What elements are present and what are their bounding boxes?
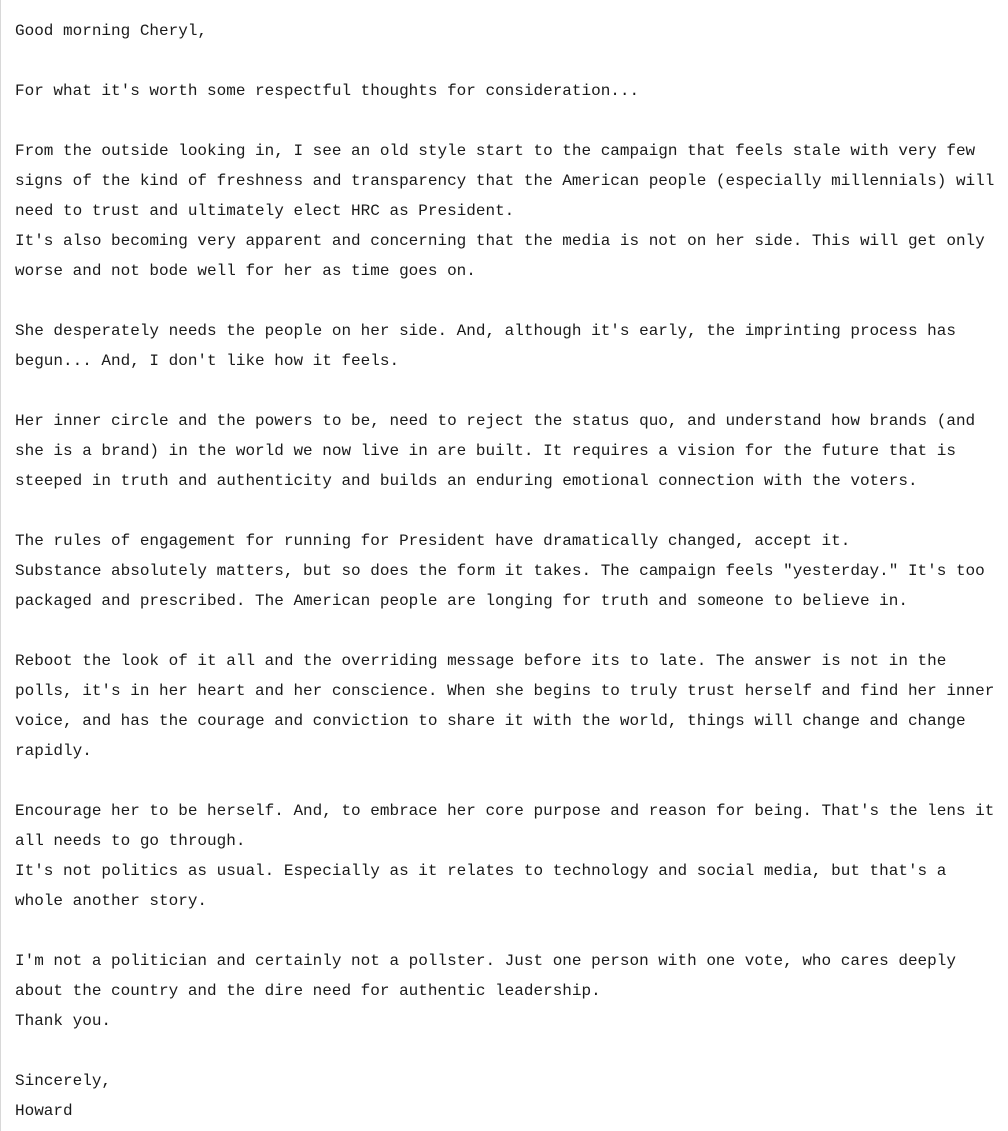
blank-line [15, 376, 1005, 406]
body-line: packaged and prescribed. The American people are longing for truth and someone to believe in. [15, 592, 908, 610]
body-line: voice, and has the courage and conviction to share it with the world, things will change and change [15, 712, 966, 730]
body-line: It's also becoming very apparent and concerning that the media is not on her side. This will get only [15, 232, 985, 250]
body-line: signs of the kind of freshness and transparency that the American people (especially millennials) will [15, 172, 995, 190]
body-line: steeped in truth and authenticity and builds an enduring emotional connection with the voters. [15, 472, 918, 490]
body-line: rapidly. [15, 742, 92, 760]
blank-line [15, 46, 1005, 76]
body-line: need to trust and ultimately elect HRC as President. [15, 202, 515, 220]
body-line: Reboot the look of it all and the overriding message before its to late. The answer is not in the [15, 652, 947, 670]
body-line: she is a brand) in the world we now live in are built. It requires a vision for the future that is [15, 442, 956, 460]
blank-line [15, 616, 1005, 646]
body-line: about the country and the dire need for authentic leadership. [15, 982, 601, 1000]
body-line: whole another story. [15, 892, 208, 910]
body-line: worse and not bode well for her as time goes on. [15, 262, 476, 280]
greeting-line: Good morning Cheryl, [15, 22, 208, 40]
blank-line [15, 1036, 1005, 1066]
body-line: Encourage her to be herself. And, to embrace her core purpose and reason for being. That's the lens it [15, 802, 995, 820]
body-line: Her inner circle and the powers to be, need to reject the status quo, and understand how brands (and [15, 412, 976, 430]
blank-line [15, 496, 1005, 526]
body-line: The rules of engagement for running for President have dramatically changed, accept it. [15, 532, 851, 550]
closing-line: Sincerely, [15, 1072, 112, 1090]
body-line: From the outside looking in, I see an old style start to the campaign that feels stale with very few [15, 142, 976, 160]
body-line: begun... And, I don't like how it feels. [15, 352, 400, 370]
body-line: I'm not a politician and certainly not a pollster. Just one person with one vote, who cares deeply [15, 952, 956, 970]
thanks-line: Thank you. [15, 1012, 112, 1030]
blank-line [15, 916, 1005, 946]
body-line: all needs to go through. [15, 832, 246, 850]
body-line: She desperately needs the people on her side. And, although it's early, the imprinting process has [15, 322, 956, 340]
body-line: Substance absolutely matters, but so does the form it takes. The campaign feels "yesterday." It's too [15, 562, 985, 580]
email-body-text [15, 16, 1005, 1126]
intro-line: For what it's worth some respectful thoughts for consideration... [15, 82, 640, 100]
blank-line [15, 286, 1005, 316]
body-line: It's not politics as usual. Especially as it relates to technology and social media, but that's a [15, 862, 947, 880]
signature-line: Howard [15, 1102, 73, 1120]
body-line: polls, it's in her heart and her conscience. When she begins to truly trust herself and find her inner [15, 682, 995, 700]
blank-line [15, 766, 1005, 796]
blank-line [15, 106, 1005, 136]
